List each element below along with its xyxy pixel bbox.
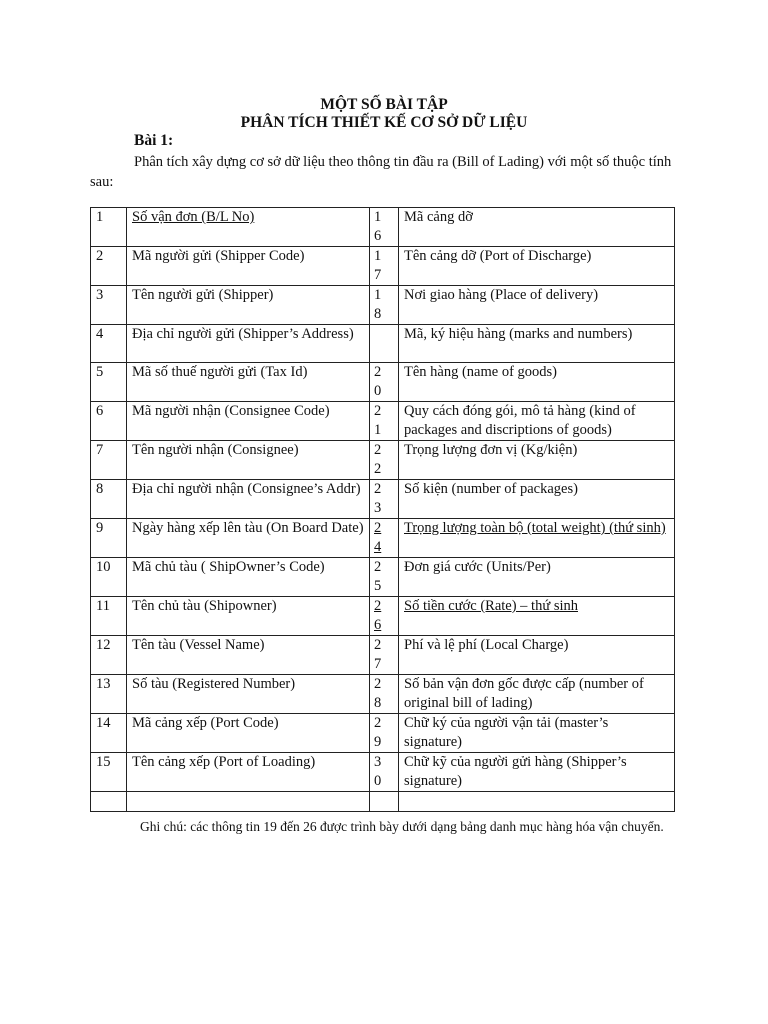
attribute-right-text: Trọng lượng đơn vị (Kg/kiện)	[404, 442, 578, 458]
row-number-digit: 0	[374, 383, 382, 399]
footnote	[90, 818, 690, 836]
table-row	[91, 325, 675, 363]
attribute-right-text: Chữ ký của người vận tải (master’s signature)	[404, 715, 609, 750]
attribute-right	[399, 753, 675, 792]
attribute-left-text: Mã người nhận (Consignee Code)	[132, 403, 330, 419]
attribute-right-text: Quy cách đóng gói, mô tả hàng (kind of packages and discriptions of goods)	[404, 403, 636, 438]
attribute-right	[399, 636, 675, 675]
attribute-left	[127, 247, 370, 286]
row-number-digit: 2	[374, 676, 382, 692]
document-title-line1: MỘT SỐ BÀI TẬP	[320, 96, 448, 113]
attribute-left	[127, 675, 370, 714]
row-number-right	[370, 441, 399, 480]
table-row	[91, 714, 675, 753]
attribute-right-text: Tên hàng (name of goods)	[404, 364, 558, 380]
row-number: 15	[91, 753, 127, 792]
attribute-right-text: Mã, ký hiệu hàng (marks and numbers)	[404, 326, 633, 342]
attribute-left	[127, 636, 370, 675]
attribute-right	[399, 558, 675, 597]
row-number-right	[370, 363, 399, 402]
row-number: 13	[91, 675, 127, 714]
empty-cell	[399, 792, 675, 812]
attribute-right	[399, 675, 675, 714]
attribute-left-text: Tên người gửi (Shipper)	[132, 287, 274, 303]
table-row	[91, 208, 675, 247]
row-number: 6	[91, 402, 127, 441]
row-number-digit: 7	[374, 267, 382, 283]
table-row-empty	[91, 792, 675, 812]
row-number: 14	[91, 714, 127, 753]
row-number: 5	[91, 363, 127, 402]
attribute-left-text: Địa chỉ người nhận (Consignee’s Addr)	[132, 481, 361, 497]
row-number-right	[370, 714, 399, 753]
table-row	[91, 441, 675, 480]
row-number-right	[370, 480, 399, 519]
row-number-digit: 2	[374, 403, 382, 419]
attribute-left	[127, 558, 370, 597]
row-number-digit: 2	[374, 481, 382, 497]
row-number-right	[370, 247, 399, 286]
attribute-left	[127, 208, 370, 247]
attribute-right	[399, 480, 675, 519]
row-number-digit: 8	[374, 695, 382, 711]
row-number: 3	[91, 286, 127, 325]
attribute-left-text: Số vận đơn (B/L No)	[132, 209, 255, 225]
attribute-right-text: Phí và lệ phí (Local Charge)	[404, 637, 569, 653]
attribute-right	[399, 714, 675, 753]
row-number-digit: 6	[374, 228, 382, 244]
attribute-right-text: Nơi giao hàng (Place of delivery)	[404, 287, 599, 303]
attribute-right	[399, 363, 675, 402]
row-number: 7	[91, 441, 127, 480]
row-number-right	[370, 208, 399, 247]
attribute-right-text: Mã cảng dỡ	[404, 209, 473, 225]
row-number-digit: 2	[374, 461, 382, 477]
row-number-right	[370, 519, 399, 558]
attribute-right-text: Đơn giá cước (Units/Per)	[404, 559, 551, 575]
row-number-digit: 2	[374, 520, 382, 536]
table-row	[91, 286, 675, 325]
attribute-table	[90, 207, 675, 812]
table-row	[91, 402, 675, 441]
row-number: 8	[91, 480, 127, 519]
row-number: 9	[91, 519, 127, 558]
table-row	[91, 675, 675, 714]
row-number-right	[370, 558, 399, 597]
attribute-right	[399, 208, 675, 247]
row-number-right	[370, 636, 399, 675]
attribute-right-text: Chữ kỹ của người gửi hàng (Shipper’s signature)	[404, 754, 627, 789]
attribute-left-text: Ngày hàng xếp lên tàu (On Board Date)	[132, 520, 364, 536]
row-number-digit: 6	[374, 617, 382, 633]
row-number-digit: 4	[374, 539, 382, 555]
attribute-left	[127, 441, 370, 480]
table-row	[91, 247, 675, 286]
attribute-left-text: Mã số thuế người gửi (Tax Id)	[132, 364, 308, 380]
empty-cell	[91, 792, 127, 812]
attribute-right-text: Trọng lượng toàn bộ (total weight) (thứ sinh)	[404, 520, 666, 536]
exercise-label: Bài 1:	[134, 132, 174, 149]
attribute-left	[127, 480, 370, 519]
row-number-right	[370, 675, 399, 714]
attribute-left-text: Mã chủ tàu ( ShipOwner’s Code)	[132, 559, 325, 575]
row-number-digit: 2	[374, 715, 382, 731]
table-row	[91, 636, 675, 675]
attribute-left-text: Mã cảng xếp (Port Code)	[132, 715, 279, 731]
row-number-digit: 2	[374, 598, 382, 614]
row-number-digit: 8	[374, 306, 382, 322]
attribute-left-text: Tên tàu (Vessel Name)	[132, 637, 265, 653]
row-number-right	[370, 597, 399, 636]
attribute-right	[399, 247, 675, 286]
row-number-digit: 1	[374, 209, 382, 225]
attribute-left	[127, 714, 370, 753]
attribute-right	[399, 402, 675, 441]
attribute-left-text: Địa chỉ người gửi (Shipper’s Address)	[132, 326, 354, 342]
footnote-text: Ghi chú: các thông tin 19 đến 26 được trình bày dưới dạng bảng danh mục hàng hóa vận chuyển.	[140, 819, 664, 834]
row-number-digit: 2	[374, 559, 382, 575]
table-row	[91, 480, 675, 519]
row-number: 10	[91, 558, 127, 597]
row-number-right	[370, 325, 399, 363]
row-number-digit: 1	[374, 287, 382, 303]
attribute-left-text: Tên chủ tàu (Shipowner)	[132, 598, 277, 614]
attribute-right-text: Số tiền cước (Rate) – thứ sinh	[404, 598, 578, 614]
attribute-left	[127, 753, 370, 792]
row-number-digit: 1	[374, 422, 382, 438]
attribute-left-text: Mã người gửi (Shipper Code)	[132, 248, 305, 264]
attribute-right	[399, 325, 675, 363]
attribute-left-text: Số tàu (Registered Number)	[132, 676, 296, 692]
attribute-right	[399, 597, 675, 636]
row-number-digit: 3	[374, 500, 382, 516]
row-number-digit: 5	[374, 578, 382, 594]
attribute-left-text: Tên cảng xếp (Port of Loading)	[132, 754, 316, 770]
attribute-right	[399, 286, 675, 325]
table-row	[91, 558, 675, 597]
row-number: 4	[91, 325, 127, 363]
empty-cell	[370, 792, 399, 812]
table-row	[91, 753, 675, 792]
table-row	[91, 363, 675, 402]
attribute-left-text: Tên người nhận (Consignee)	[132, 442, 299, 458]
attribute-right	[399, 519, 675, 558]
row-number-digit: 2	[374, 442, 382, 458]
attribute-left	[127, 363, 370, 402]
row-number-digit: 2	[374, 637, 382, 653]
exercise-intro-text: Phân tích xây dựng cơ sở dữ liệu theo thông tin đầu ra (Bill of Lading) với một số thuộc tính sau:	[90, 154, 672, 190]
row-number-digit: 9	[374, 734, 382, 750]
empty-cell	[127, 792, 370, 812]
row-number-digit: 3	[374, 754, 382, 770]
row-number-digit: 2	[374, 364, 382, 380]
attribute-right-text: Số bản vận đơn gốc được cấp (number of original bill of lading)	[404, 676, 644, 711]
row-number-digit: 1	[374, 248, 382, 264]
row-number: 12	[91, 636, 127, 675]
exercise-intro	[90, 152, 680, 192]
attribute-right-text: Tên cảng dỡ (Port of Discharge)	[404, 248, 592, 264]
attribute-left	[127, 286, 370, 325]
row-number-digit: 7	[374, 656, 382, 672]
attribute-left	[127, 325, 370, 363]
attribute-left	[127, 402, 370, 441]
row-number: 1	[91, 208, 127, 247]
attribute-right-text: Số kiện (number of packages)	[404, 481, 578, 497]
row-number-right	[370, 402, 399, 441]
row-number-right	[370, 753, 399, 792]
table-row	[91, 597, 675, 636]
table-row	[91, 519, 675, 558]
row-number-right	[370, 286, 399, 325]
attribute-left	[127, 597, 370, 636]
row-number-digit: 0	[374, 773, 382, 789]
document-title-line2: PHÂN TÍCH THIẾT KẾ CƠ SỞ DỮ LIỆU	[240, 114, 528, 131]
attribute-right	[399, 441, 675, 480]
attribute-left	[127, 519, 370, 558]
row-number: 11	[91, 597, 127, 636]
row-number: 2	[91, 247, 127, 286]
